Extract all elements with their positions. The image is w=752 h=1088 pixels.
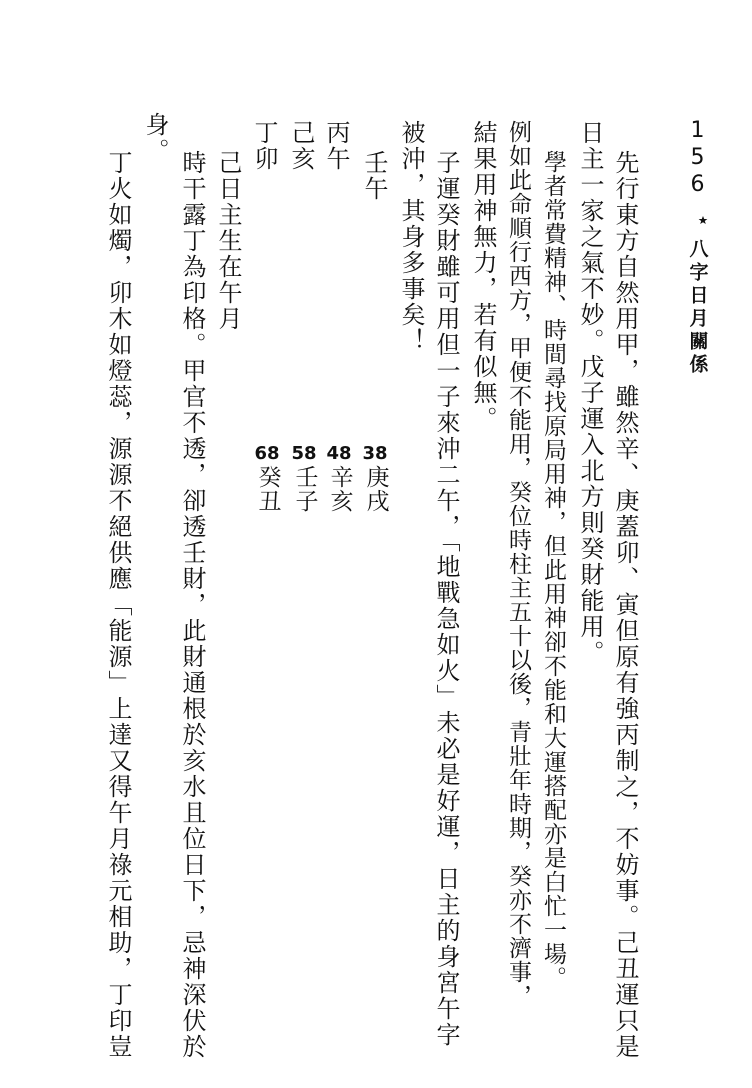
- luck-age: 38: [362, 443, 388, 464]
- text-column-8: 時干露丁為印格。甲官不透，卻透壬財，此財通根於亥水且位日下，忌神深伏於: [178, 150, 206, 1060]
- luck-pillar: [355, 445, 395, 513]
- text-column-4: 例如此命順行西方，甲便不能用，癸位時柱主五十以後，青壯年時期，癸亦不濟事，: [505, 120, 531, 1008]
- pillar-year: 壬午: [360, 150, 388, 202]
- chart-caption: 己日主生在午月: [214, 150, 242, 332]
- luck-ganzhi: 辛亥: [326, 465, 353, 513]
- luck-ganzhi: 壬子: [291, 465, 318, 513]
- pillar-hour: 丁卯: [250, 120, 278, 172]
- text-column-2: 日主一家之氣不妙。戊子運入北方則癸財能用。: [576, 120, 604, 666]
- text-column-5: 結果用神無力，若有似無。: [469, 120, 497, 432]
- crescent-moon-star-icon: [684, 207, 710, 233]
- page-number: 156: [685, 118, 710, 199]
- luck-ganzhi: 庚戌: [362, 465, 389, 513]
- pillar-day: 己亥: [287, 120, 315, 172]
- pillar-month: 丙午: [322, 120, 350, 172]
- luck-age: 68: [254, 443, 280, 464]
- text-column-6: 子運癸財雖可用但一子來沖二午，「地戰急如火」未必是好運，日主的身宮午字: [432, 150, 460, 1048]
- text-column-7: 被沖，其身多事矣！: [397, 120, 425, 354]
- text-column-1: 先行東方自然用甲，雖然辛、庚蓋卯、寅但原有強丙制之，不妨事。己丑運只是: [611, 150, 639, 1060]
- text-column-3: 學者常費精神、時間尋找原局用神，但此用神卻不能和大運搭配亦是白忙一場。: [540, 150, 566, 990]
- text-column-9: 身。: [141, 112, 169, 164]
- text-column-10: 丁火如燭，卯木如燈蕊，源源不絕供應「能源」上達又得午月祿元相助，丁印豈: [104, 150, 132, 1060]
- page-header: [672, 118, 722, 377]
- luck-ganzhi: 癸丑: [254, 465, 281, 513]
- luck-pillar: [319, 445, 359, 513]
- luck-pillar: [247, 445, 287, 513]
- luck-age: 48: [326, 443, 352, 464]
- luck-pillar: [284, 445, 324, 513]
- book-title: 八字日月關係: [686, 239, 709, 377]
- luck-age: 58: [291, 443, 317, 464]
